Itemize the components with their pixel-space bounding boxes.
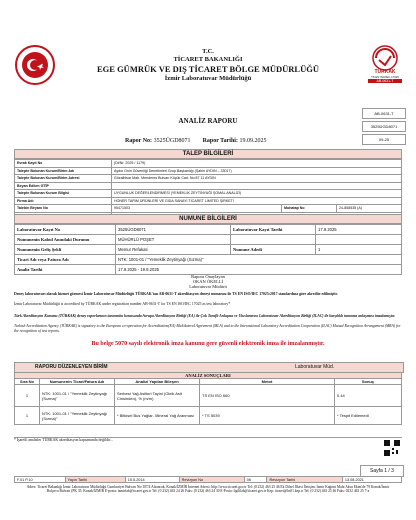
cell-component: * Bitkisel Bus Yağlar- Mineral Yağ Aranması [115, 407, 200, 425]
table-row [15, 385, 402, 407]
numune-value: NTK: 1001-01 / "Yemeklik Zeytinyağı (Sızma)" [116, 255, 402, 265]
numune-row [15, 265, 402, 275]
accreditation-paragraph-en [14, 302, 402, 307]
report-date-label: Rapor Tarihi: [202, 138, 238, 144]
footnote: * İşaretli analizler TÜRKAK akreditasyon kapsamında değildir... [14, 438, 113, 442]
talep-value: Aydın Onin Güvenliği Denetimleri Grup Başkanlığı (Şahin AYDIN – 33017) [112, 167, 402, 175]
publish-date-value: 15.5.2014 [125, 477, 179, 483]
numune-label: Laboratuvar Kayıt No [15, 225, 116, 235]
cell-no: 1 [15, 385, 40, 407]
report-title: ANALİZ RAPORU [178, 117, 238, 125]
numune-table [14, 224, 402, 275]
talep-value: 95471503 [112, 205, 282, 213]
col-bilesen: Analizi Yapılan Bileşen [115, 379, 200, 385]
numune-value-2: 17.9.2025 [316, 225, 402, 235]
signer-title: Laboratuvar Müdürü [189, 284, 227, 289]
revision-date-value: 13.08.2021 [342, 477, 401, 483]
gov-line-1: T.C. [202, 48, 214, 55]
e-signature-notice: Bu belge 5070 sayılı elektronik imza kanunu gere güvenli elektronik imza ile imzalanmıştır. [91, 341, 325, 347]
talep-label: Talepte Bulunan Kurum/Birim Adı [15, 167, 112, 175]
signer-role: Raporu Onaylayan [191, 274, 225, 279]
talep-value: UYGUNLUK DEĞERLENDİRMESİ (YEMEKLİK ZEYTİNYAĞI ŞOMAL ANALİZİ) [112, 190, 402, 198]
signer-name: OKAN ÖKELLİ [192, 279, 224, 284]
form-revision-row [14, 476, 402, 483]
recognition-paragraph-en [14, 324, 402, 333]
numune-row [15, 245, 402, 255]
numune-heading: NUMUNE BİLGİLERİ [14, 214, 402, 224]
talep-label: Talepte Bulunan Kurum Bilgisi [15, 190, 112, 198]
talep-value [112, 182, 402, 190]
turkak-sub: TS EN ISO/IEC 17025 [371, 75, 399, 79]
table-row [15, 407, 402, 425]
laboratory-name: İzmir Laboratuvar Müdürlüğü [164, 75, 252, 82]
numune-value: 3525ÜGD8071 [116, 225, 231, 235]
talep-row [15, 205, 402, 213]
talep-row [15, 197, 402, 205]
recognition-paragraph-tr [14, 314, 402, 319]
issuing-unit-value: Laboratuvar Müd. [295, 364, 335, 370]
issuing-unit-label: RAPORU DÜZENLEYEN BİRİM [35, 364, 108, 370]
numune-label: Numunenin Kabul Anındaki Durumu [15, 235, 116, 245]
talep-label: Beyan Edilen GTİP [15, 182, 112, 190]
talep-value: Gözalhisar Mah. Menderes Bulvarı Küçük Cad. No:87 11 AYDIN [112, 175, 402, 183]
footer-address: Adres: Ticaret Bakanlığı İzmir Laboratuvar Müdürlüğü Cumhuriyet Bulvarı No:107/4 Alsancak, Konak/İZMİR İnternet Adresi: http://www.ticaret.gov.tr Tel: (0 232) 463 25 46 Ek Dilsel İlkesi İletişim: İzmir Kağıtni Mahi Aksu Ekim'de 79 Konak/İzmir Balçova Bulvarı (PK 35, Konak/İZMİR E-posta: izmirlab@ticaret.gov.tr Tel: (0 232) 463 24 26 Faks: (0 232) 463 24 30 E-Posta: ilgililab@ticaret.gov.tr Kep: ticaret@hs01.kep.tr Tel: (0 232) 463 25 46 Faks: 0232 463 25 7-a [26, 485, 390, 494]
numune-label: Numunenin Geliş Şekli [15, 245, 116, 255]
cell-method: * TS 5039 [200, 407, 335, 425]
talep-row [15, 160, 402, 168]
numune-value: Memur Refakati [116, 245, 231, 255]
cell-name: NTK: 1001-01 / "Yemeklik Zeytinyağı (Sızma)" [40, 385, 115, 407]
cell-method: TS EN ISO 660 [200, 385, 335, 407]
numune-row [15, 255, 402, 265]
report-no-label: Rapor No: [125, 138, 153, 144]
report-meta [125, 138, 266, 144]
talep-row [15, 167, 402, 175]
numune-value-2: 1 [316, 245, 402, 255]
numune-value-2 [316, 235, 402, 245]
form-revision-cells [15, 477, 402, 483]
talep-row [15, 190, 402, 198]
accreditation-text-tr: Deney laboratuvarı olarak hizmet görmesi İzmir Laboratuvar Müdürlüğü TÜRKAK'tan AB-0631-T akreditasyon deneyi numarası ile TS EN ISO/IEC 17025:2017 standardına göre akredite edilmiştir. [14, 292, 338, 296]
turkak-text: TÜRKAK [374, 69, 396, 75]
col-metot: Metot [200, 379, 335, 385]
accreditation-paragraph-tr [14, 292, 402, 297]
col-ticari-adi: Numunenin Ticari/Fatura Adı [40, 379, 115, 385]
revision-no-value: 06 [244, 477, 267, 483]
cell-name: NTK: 1001-01 / "Yemeklik Zeytinyağı (Sızma)" [40, 407, 115, 425]
report-no-value: 3525ÜGD8071 [153, 138, 191, 144]
recognition-text-en: Turkish Accreditation Agency (TÜRKAK) is signatory to the European co-operation for Accreditation(EA) Multilateral Agreement (MLA) and to the International Laboratory Accreditation Cooperation (ILAC) Mutual Recognition Arrangement (MRA) for the recognition of test reports. [14, 324, 401, 333]
side-code-accreditation: AB-0631-T [362, 108, 406, 119]
numune-value: 17.9.2025 - 19.9.2025 [116, 265, 402, 275]
report-date-value: 19.09.2025 [239, 138, 267, 144]
turkak-logo [366, 44, 404, 87]
numune-row [15, 235, 402, 245]
talep-heading: TALEP BİLGİLERİ [14, 149, 402, 159]
accreditation-text-en: İzmir Laboratuvar Müdürlüğü is accredited by TÜRKAK under registration number AB-0631-T for TS EN ISO/IEC 17025 as test laboratory* [14, 302, 231, 306]
talep-value: (Dt/Nr. 2025 / 1179) [112, 160, 402, 168]
numune-label: Ticari Adı veya Fatura Adı [15, 255, 116, 265]
talep-label: Talebin Beyanı No [15, 205, 112, 213]
talep-label: Talepte Bulunan Kurum/Birim Adresi [15, 175, 112, 183]
col-sira-no: Sıra No [15, 379, 40, 385]
analysis-heading: ANALİZ SONUÇLARI [15, 373, 402, 379]
page-label: Sayfa [370, 468, 383, 474]
numune-label-2: Numune Adedi [231, 245, 316, 255]
talep-label: Evrak Kayıt No [15, 160, 112, 168]
side-code-report-no: 3525ÜGD8071 [362, 121, 406, 132]
numune-label-2 [231, 235, 316, 245]
talep-label: Firma Adı [15, 197, 112, 205]
ministry-name: TİCARET BAKANLIĞI [173, 56, 243, 63]
talep-value: HONER TARIM ÜRÜNLERİ VE GIDA SANAYİ TİCARET LİMİTED ŞİRKETİ [112, 197, 402, 205]
ministry-seal-logo [14, 44, 56, 86]
numune-label-2: Laboratuvar Kayıt Tarihi [231, 225, 316, 235]
numune-label: Analiz Tarihi [15, 265, 116, 275]
publish-date-label: Yayın Tarihi [65, 477, 125, 483]
talep-extra-value: 24-858535 (A) [337, 205, 402, 213]
talep-row [15, 182, 402, 190]
talep-table [14, 159, 402, 220]
side-code-period: 09-25 [362, 134, 406, 145]
recognition-text-tr: Türk Akreditasyon Kurumu (TÜRKAK) deney raporlarının tanınmâsı konusunda Avrupa Akreditasyon Birliği (EA) ile Çok Taraflı Anlaşma ve Uluslararası Laboratuvar Akreditasyon Birliği (ILAC) ile karşılıklı tanınma anlaşması imzalamıştır. [14, 314, 396, 318]
revision-date-label: Revizyon Tarihi [267, 477, 342, 483]
analysis-table [14, 372, 402, 425]
cell-component: Serbest Yağ Asitleri Tayini (Oleik Asit Cinsinden), % (m/m) [115, 385, 200, 407]
talep-extra-label: Muhatap No [282, 205, 337, 213]
cell-no: 1 [15, 407, 40, 425]
cell-result: 0.44 [335, 385, 402, 407]
turkak-code: AB-0631-T [368, 79, 402, 83]
col-sonuc: Sonuç [335, 379, 402, 385]
cell-result: * Tespit Edilemedi [335, 407, 402, 425]
directorate-name: EGE GÜMRÜK VE DIŞ TİCARET BÖLGE MÜDÜRLÜĞÜ [97, 64, 319, 74]
form-code: F.01 P.10 [15, 477, 66, 483]
numune-value: MÜHÜRLÜ POŞET [116, 235, 231, 245]
numune-section [14, 214, 402, 275]
signer-block [150, 274, 266, 289]
revision-no-label: Revizyon No [179, 477, 244, 483]
talep-row [15, 175, 402, 183]
qr-code-icon [384, 440, 400, 456]
page-value: 1 / 3 [384, 468, 394, 474]
talep-section [14, 149, 402, 220]
numune-row [15, 225, 402, 235]
